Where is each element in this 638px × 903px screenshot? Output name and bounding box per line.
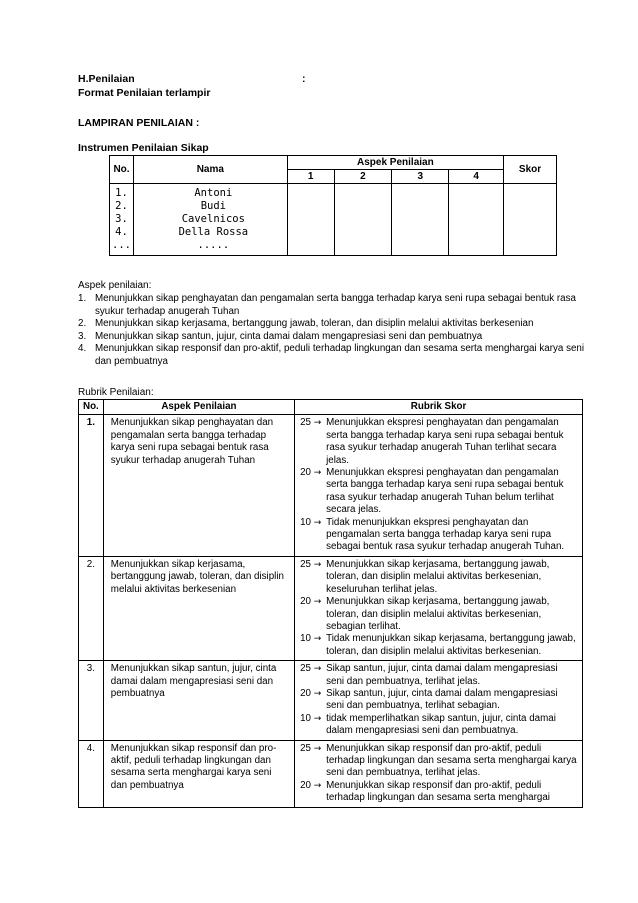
lampiran-heading: LAMPIRAN PENILAIAN : [78, 117, 200, 129]
aspek-item-text: Menunjukkan sikap responsif dan pro-aktif, peduli terhadap lingkungan dan sesama serta menghargai karya seni dan pembuatnya [95, 343, 585, 367]
row-aspek: Menunjukkan sikap responsif dan pro-aktif, peduli terhadap lingkungan dan sesama serta menghargai karya seni dan pembuatnya [103, 740, 294, 807]
list-number: 1. [115, 187, 128, 199]
score-value: 25 → [300, 742, 322, 754]
score-cell [334, 184, 392, 256]
score-item [300, 417, 578, 467]
aspek-item [78, 293, 598, 318]
score-value: 20 → [300, 779, 322, 791]
score-value: 10 → [300, 516, 322, 528]
arrow-right-icon: → [313, 743, 322, 754]
rubrik-col-skor: Rubrik Skor [295, 400, 583, 415]
row-rubrik [295, 740, 583, 807]
score-item [300, 517, 578, 554]
score-item [300, 633, 578, 658]
instrumen-table [109, 155, 557, 256]
aspek-item-text: Menunjukkan sikap santun, jujur, cinta damai dalam mengapresiasi seni dan pembuatnya [95, 330, 483, 342]
score-text: Menunjukkan sikap responsif dan pro-aktif, peduli terhadap lingkungan dan sesama serta menghargai [326, 779, 550, 804]
table-row [79, 415, 583, 556]
score-text: Sikap santun, jujur, cinta damai dalam mengapresiasi seni dan pembuatnya, terlihat jelas. [326, 663, 558, 687]
aspek-col-3: 3 [392, 170, 449, 184]
aspek-item [78, 318, 598, 331]
row-number: 3. [79, 661, 104, 740]
score-item [300, 559, 578, 596]
row-number: 4. [79, 740, 104, 807]
arrow-right-icon: → [313, 418, 322, 429]
table-row [79, 661, 583, 740]
aspek-item-number: 4. [78, 343, 87, 355]
number-list [110, 184, 134, 256]
list-number: 2. [115, 200, 128, 212]
col-header-aspek: Aspek Penilaian [287, 156, 503, 170]
format-penilaian-text: Format Penilaian terlampir [78, 87, 211, 99]
rubrik-table [78, 399, 583, 808]
row-aspek: Menunjukkan sikap kerjasama, bertanggung jawab, toleran, dan disiplin melalui aktivitas berkesenian [103, 556, 294, 660]
score-text: Menunjukkan sikap responsif dan pro-aktif, peduli terhadap lingkungan dan sesama serta menghargai karya seni dan pembuatnya, terlihat jelas. [326, 742, 577, 779]
score-value: 25 → [300, 663, 322, 675]
arrow-right-icon: → [313, 664, 322, 675]
aspek-item-text: Menunjukkan sikap kerjasama, bertanggung jawab, toleran, dan disiplin melalui aktivitas berkesenian [95, 318, 534, 330]
score-value: 10 → [300, 633, 322, 645]
student-name: Antoni [194, 187, 233, 199]
penilaian-colon: : [302, 73, 306, 85]
row-rubrik [295, 661, 583, 740]
score-item [300, 780, 578, 805]
aspek-item [78, 331, 598, 344]
penilaian-heading: H.Penilaian [78, 73, 135, 85]
list-number: 4. [115, 226, 128, 238]
aspek-item-number: 1. [78, 293, 87, 304]
rubrik-col-aspek: Aspek Penilaian [103, 400, 294, 415]
aspek-col-2: 2 [334, 170, 392, 184]
rubrik-col-no: No. [79, 400, 104, 415]
col-header-skor: Skor [504, 156, 557, 184]
score-item [300, 596, 578, 633]
score-cell [504, 184, 557, 256]
row-aspek: Menunjukkan sikap penghayatan dan pengamalan serta bangga terhadap karya seni rupa sebagai bentuk rasa syukur terhadap anugerah Tuhan [103, 415, 294, 556]
aspek-list [78, 293, 598, 369]
score-text: Menunjukkan ekspresi penghayatan dan pengamalan serta bangga terhadap karya seni rupa sebagai bentuk rasa syukur terhadap anugerah Tuhan belum terlihat secara jelas. [326, 467, 564, 516]
arrow-right-icon: → [313, 597, 322, 608]
arrow-right-icon: → [313, 688, 322, 699]
row-rubrik [295, 415, 583, 556]
rubrik-title: Rubrik Penilaian: [78, 387, 154, 398]
student-name: Della Rossa [178, 226, 249, 238]
aspek-title: Aspek penilaian: [78, 280, 152, 291]
col-header-no: No. [110, 156, 134, 184]
aspek-item-number: 3. [78, 330, 87, 342]
student-name: Budi [200, 200, 226, 212]
row-number: 1. [79, 415, 104, 556]
student-name: Cavelnicos [181, 213, 245, 225]
aspek-item-number: 2. [78, 318, 87, 330]
row-aspek: Menunjukkan sikap santun, jujur, cinta damai dalam mengapresiasi seni dan pembuatnya [103, 661, 294, 740]
score-value: 25 → [300, 558, 322, 570]
score-value: 25 → [300, 417, 322, 429]
aspek-item-text: Menunjukkan sikap penghayatan dan pengamalan serta bangga terhadap karya seni rupa sebagai bentuk rasa syukur terhadap anugerah Tuhan [95, 293, 576, 317]
arrow-right-icon: → [313, 713, 322, 724]
instrumen-heading: Instrumen Penilaian Sikap [78, 142, 209, 154]
table-row [79, 740, 583, 807]
arrow-right-icon: → [313, 559, 322, 570]
arrow-right-icon: → [313, 780, 322, 791]
student-name: ..... [197, 239, 230, 251]
col-header-nama: Nama [133, 156, 287, 184]
arrow-right-icon: → [313, 468, 322, 479]
score-text: Tidak menunjukkan ekspresi penghayatan dan pengamalan serta bangga terhadap karya seni rupa sebagai bentuk rasa syukur terhadap anugerah Tuhan. [326, 516, 565, 553]
score-text: Menunjukkan sikap kerjasama, bertanggung jawab, toleran, dan disiplin melalui aktivitas berkesenian, sebagian terlihat. [326, 596, 550, 632]
score-item [300, 467, 578, 517]
score-text: Menunjukkan sikap kerjasama, bertanggung jawab, toleran, dan disiplin melalui aktivitas berkesenian, keseluruhan terlihat jelas. [326, 558, 550, 595]
aspek-col-4: 4 [449, 170, 504, 184]
arrow-right-icon: → [313, 517, 322, 528]
score-value: 10 → [300, 712, 322, 724]
score-value: 20 → [300, 687, 322, 699]
score-text: tidak memperlihatkan sikap santun, jujur, cinta damai dalam mengapresiasi seni dan pembuatnya. [326, 712, 556, 737]
list-number: 3. [115, 213, 128, 225]
table-row [79, 556, 583, 660]
score-text: Sikap santun, jujur, cinta damai dalam mengapresiasi seni dan pembuatnya, terlihat sebagian. [326, 687, 558, 712]
aspek-item [78, 343, 598, 368]
score-item [300, 713, 578, 738]
score-text: Tidak menunjukkan sikap kerjasama, bertanggung jawab, toleran, dan disiplin melalui aktivitas berkesenian. [326, 633, 576, 657]
row-rubrik [295, 556, 583, 660]
aspek-col-1: 1 [287, 170, 334, 184]
arrow-right-icon: → [313, 634, 322, 645]
score-item [300, 688, 578, 713]
score-cell [449, 184, 504, 256]
list-number: ... [112, 239, 131, 251]
score-item [300, 663, 578, 688]
row-number: 2. [79, 556, 104, 660]
score-value: 20 → [300, 596, 322, 608]
score-cell [287, 184, 334, 256]
score-cell [392, 184, 449, 256]
score-value: 20 → [300, 467, 322, 479]
student-name-list [133, 184, 287, 256]
score-text: Menunjukkan ekspresi penghayatan dan pengamalan serta bangga terhadap karya seni rupa sebagai bentuk rasa syukur terhadap anugerah Tuhan terlihat secara jelas. [326, 417, 564, 466]
score-item [300, 743, 578, 780]
